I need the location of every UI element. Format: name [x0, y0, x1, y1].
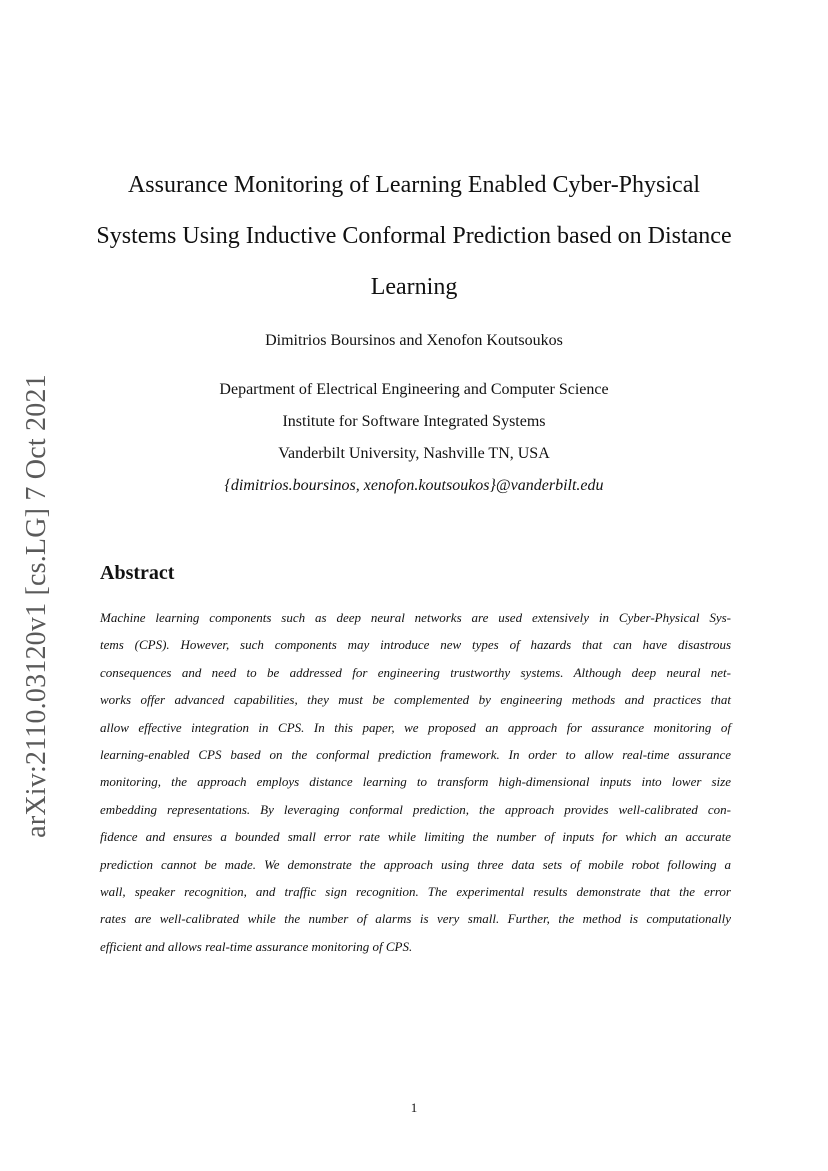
title-line: Assurance Monitoring of Learning Enabled Cyber-Physical — [127, 172, 701, 198]
title-line: Learning — [370, 274, 458, 300]
paper-title — [0, 160, 828, 313]
university: Vanderbilt University, Nashville TN, USA — [278, 445, 550, 462]
abstract-line: allow effective integration in CPS. In this paper, we proposed an approach for assurance monitoring of — [100, 719, 731, 735]
abstract-line: monitoring, the approach employs distance learning to transform high-dimensional inputs into lower size — [100, 774, 731, 790]
abstract-line: learning-enabled CPS based on the conformal prediction framework. In order to allow real-time assurance — [100, 746, 731, 762]
abstract-line: embedding representations. By leveraging conformal prediction, the approach provides well-calibrated con- — [100, 801, 731, 817]
abstract-line: rates are well-calibrated while the number of alarms is very small. Further, the method is computationally — [100, 911, 731, 927]
abstract-line: fidence and ensures a bounded small error rate while limiting the number of inputs for which an accurate — [100, 829, 731, 845]
abstract-body — [100, 604, 731, 960]
abstract-line: prediction cannot be made. We demonstrate the approach using three data sets of mobile robot following a — [100, 856, 731, 872]
abstract-line: tems (CPS). However, such components may introduce new types of hazards that can have disastrous — [100, 637, 731, 653]
department: Department of Electrical Engineering and Computer Science — [219, 381, 609, 398]
abstract-heading: Abstract — [100, 562, 175, 584]
author-list: Dimitrios Boursinos and Xenofon Koutsoukos — [265, 332, 563, 349]
abstract-line: efficient and allows real-time assurance monitoring of CPS. — [100, 938, 413, 954]
page-number: 1 — [410, 1100, 418, 1115]
abstract-line: consequences and need to be addressed for engineering trustworthy systems. Although deep neural net- — [100, 664, 731, 680]
abstract-line: wall, speaker recognition, and traffic sign recognition. The experimental results demonstrate that the error — [100, 883, 731, 899]
affiliation-block — [0, 374, 828, 502]
author-emails: {dimitrios.boursinos, xenofon.koutsoukos}@vanderbilt.edu — [224, 477, 604, 494]
arxiv-identifier: arXiv:2110.03120v1 [cs.LG] 7 Oct 2021 — [21, 374, 52, 838]
abstract-line: Machine learning components such as deep neural networks are used extensively in Cyber-Physical Sys- — [100, 610, 731, 625]
abstract-line: works offer advanced capabilities, they must be complemented by engineering methods and practices that — [100, 692, 731, 708]
title-line: Systems Using Inductive Conformal Prediction based on Distance — [96, 223, 732, 249]
institute: Institute for Software Integrated Systems — [282, 413, 546, 430]
